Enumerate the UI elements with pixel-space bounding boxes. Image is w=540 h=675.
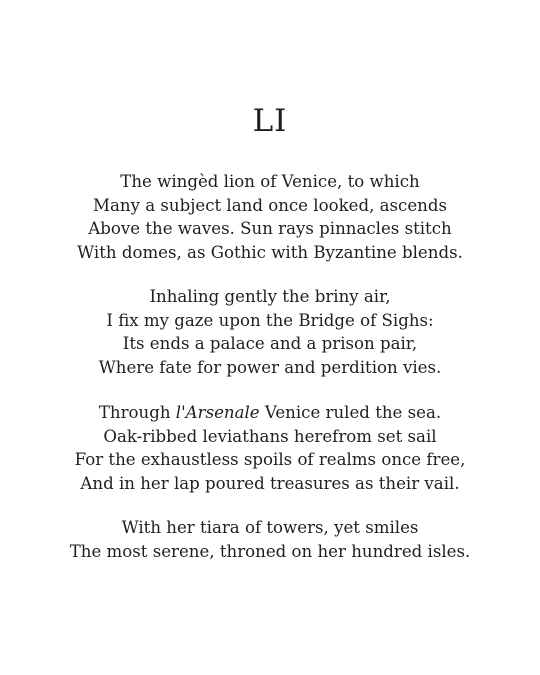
poem-line: Its ends a palace and a prison pair, <box>122 334 418 354</box>
poem-line: Where fate for power and perdition vies. <box>98 357 442 377</box>
stanza-2 <box>0 285 540 379</box>
stanza-4 <box>0 516 540 563</box>
poem-line: I fix my gaze upon the Bridge of Sighs: <box>106 310 434 330</box>
poem-line <box>0 401 540 425</box>
poem-line: Oak-ribbed leviathans herefrom set sail <box>103 426 437 446</box>
poem-line: Above the waves. Sun rays pinnacles stitch <box>88 219 452 239</box>
poem-line: The most serene, throned on her hundred isles. <box>69 541 471 561</box>
poem-line: For the exhaustless spoils of realms once free, <box>74 450 466 470</box>
poem-line: With domes, as Gothic with Byzantine blends. <box>77 242 463 262</box>
poem-line: And in her lap poured treasures as their vail. <box>80 473 460 493</box>
poem-title: LI <box>252 103 288 139</box>
line-text-after: Venice ruled the sea. <box>259 403 442 422</box>
line-text-before: Through <box>98 403 176 422</box>
stanza-3 <box>0 401 540 495</box>
poem-line: With her tiara of towers, yet smiles <box>121 518 419 537</box>
stanza-1 <box>0 170 540 264</box>
poem-line: Inhaling gently the briny air, <box>149 287 391 306</box>
poem-line: Many a subject land once looked, ascends <box>93 195 447 215</box>
italic-term: l'Arsenale <box>175 403 260 422</box>
poem-line: The wingèd lion of Venice, to which <box>120 172 420 191</box>
